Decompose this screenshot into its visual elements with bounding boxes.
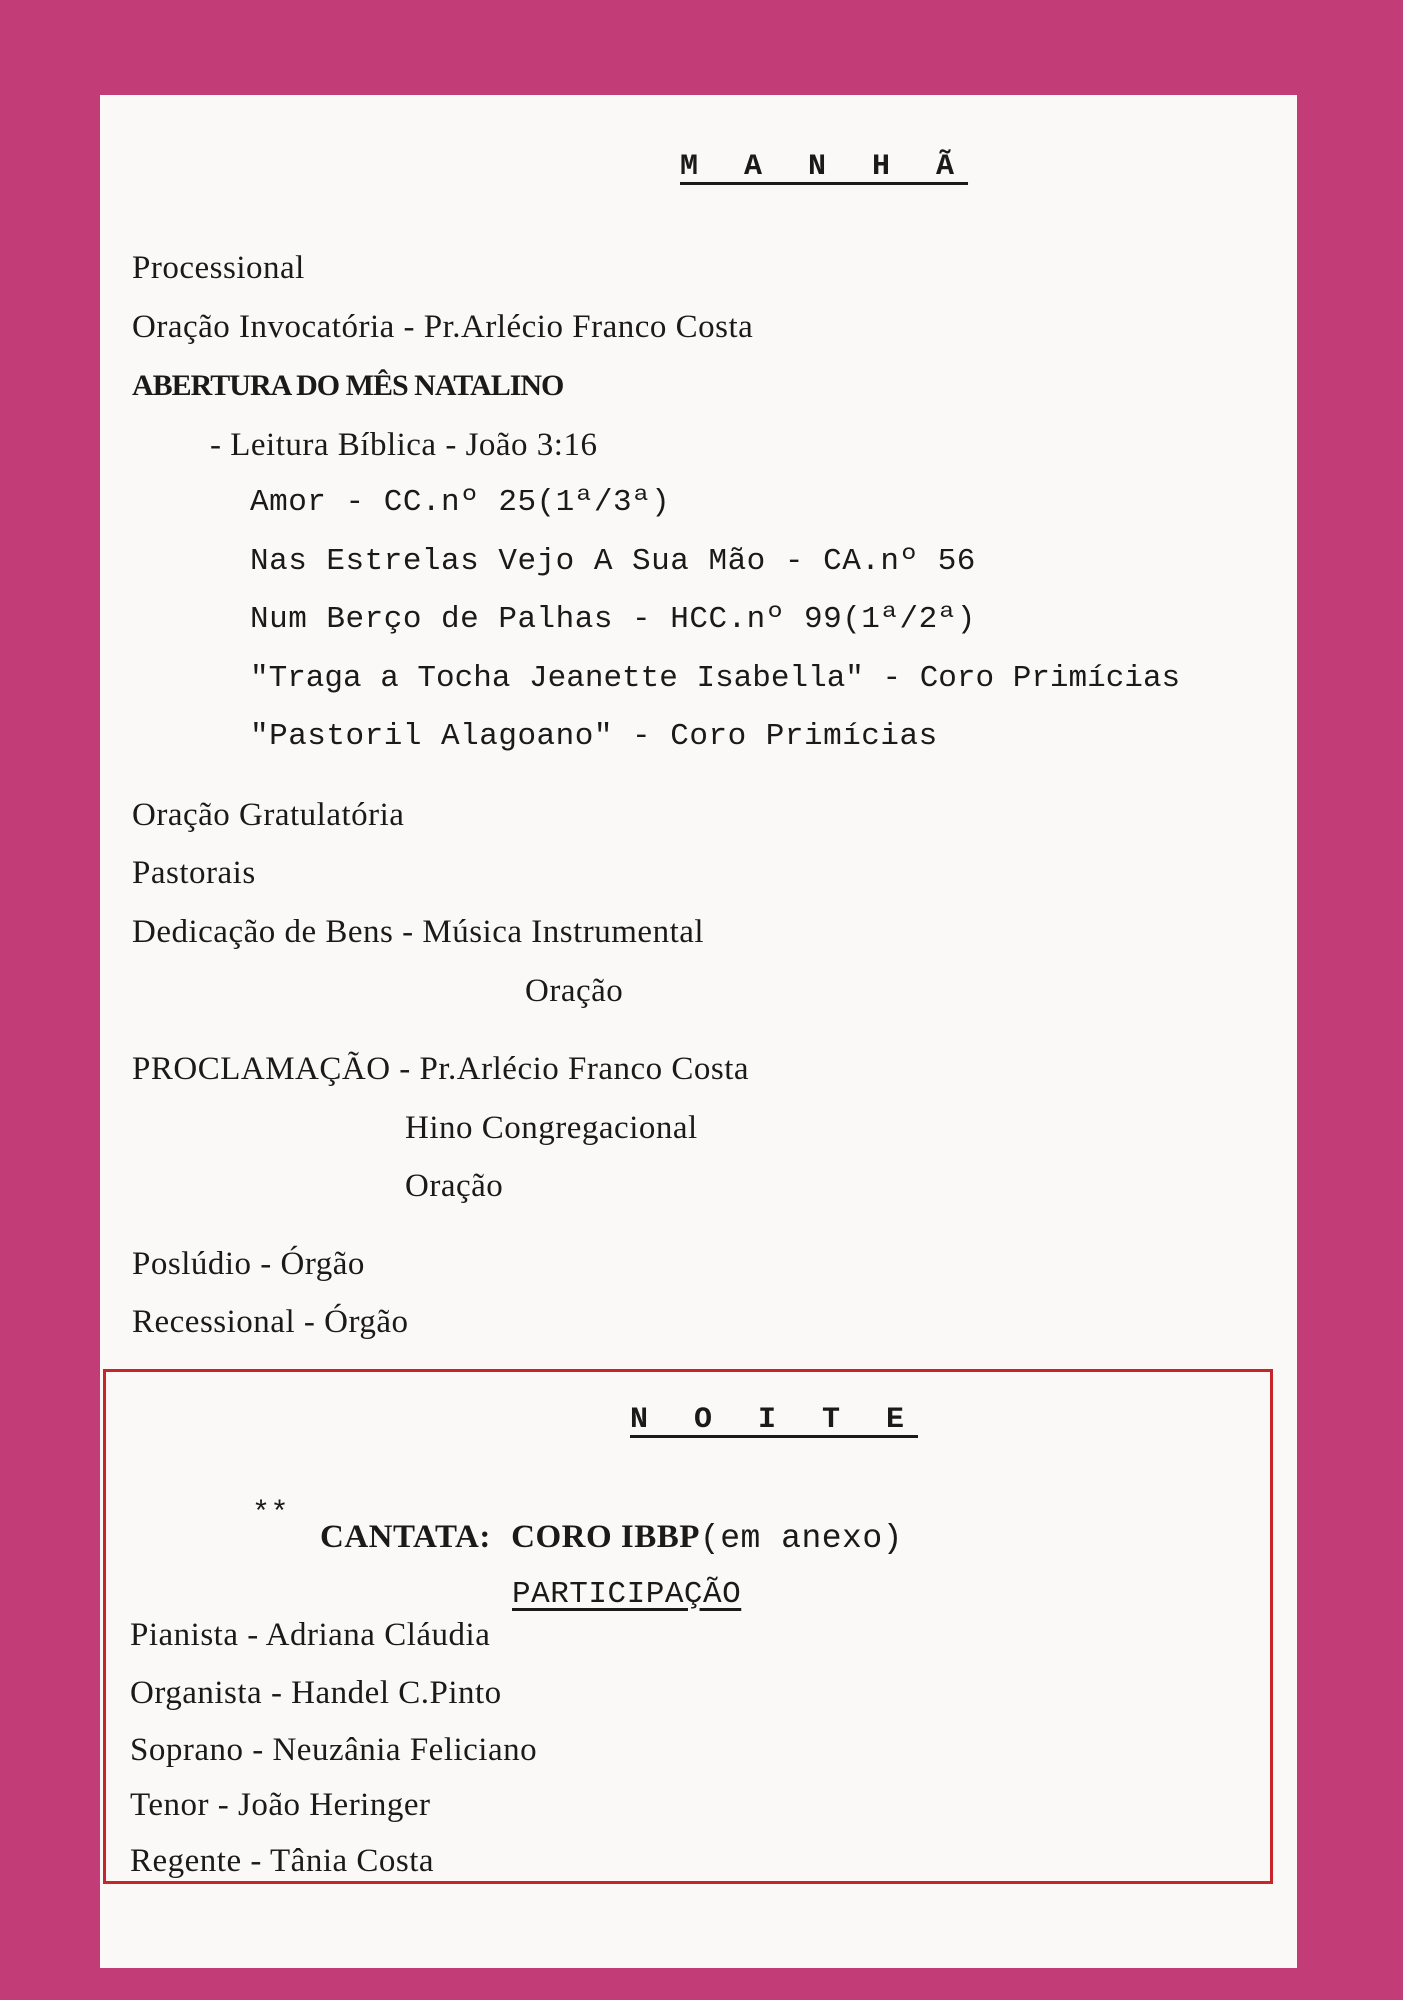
posludio-line: Poslúdio - Órgão (132, 1246, 365, 1282)
oracao-gratulatoria-line: Oração Gratulatória (132, 797, 405, 833)
recessional-line: Recessional - Órgão (132, 1304, 409, 1340)
proclamacao-oracao-line: Oração (405, 1168, 504, 1204)
noite-heading: N O I T E (630, 1403, 919, 1437)
cantata-line (320, 1517, 903, 1559)
leitura-biblica-line: - Leitura Bíblica - João 3:16 (210, 427, 598, 463)
hino-item: Nas Estrelas Vejo A Sua Mão - CA.nº 56 (250, 544, 976, 579)
processional-line: Processional (132, 250, 305, 286)
pastorais-line: Pastorais (132, 855, 256, 891)
hino-congregacional-line: Hino Congregacional (405, 1110, 698, 1146)
manha-heading: M A N H Ã (680, 150, 969, 184)
participacao-heading: PARTICIPAÇÃO (512, 1577, 742, 1612)
cantata-label: CANTATA: (320, 1519, 491, 1555)
participante-item: Pianista - Adriana Cláudia (130, 1617, 491, 1653)
cantata-note: (em anexo) (699, 1520, 903, 1557)
cantata-coro: CORO IBBP (511, 1519, 700, 1555)
participante-item: Tenor - João Heringer (130, 1787, 431, 1823)
hino-item: Num Berço de Palhas - HCC.nº 99(1ª/2ª) (250, 602, 976, 637)
stars-mark: ** (252, 1497, 290, 1531)
hino-item: Amor - CC.nº 25(1ª/3ª) (250, 485, 671, 520)
participante-item: Organista - Handel C.Pinto (130, 1675, 502, 1711)
oracao-invocatoria-line: Oração Invocatória - Pr.Arlécio Franco Costa (132, 309, 754, 345)
dedicacao-oracao-line: Oração (525, 973, 624, 1009)
participante-item: Regente - Tânia Costa (130, 1843, 435, 1879)
participante-item: Soprano - Neuzânia Feliciano (130, 1732, 538, 1768)
dedicacao-line: Dedicação de Bens - Música Instrumental (132, 914, 705, 950)
abertura-heading: ABERTURA DO MÊS NATALINO (132, 369, 564, 402)
hino-item: "Traga a Tocha Jeanette Isabella" - Coro Primícias (250, 661, 1181, 696)
proclamacao-line: PROCLAMAÇÃO - Pr.Arlécio Franco Costa (132, 1051, 750, 1087)
hino-item: "Pastoril Alagoano" - Coro Primícias (250, 719, 938, 754)
